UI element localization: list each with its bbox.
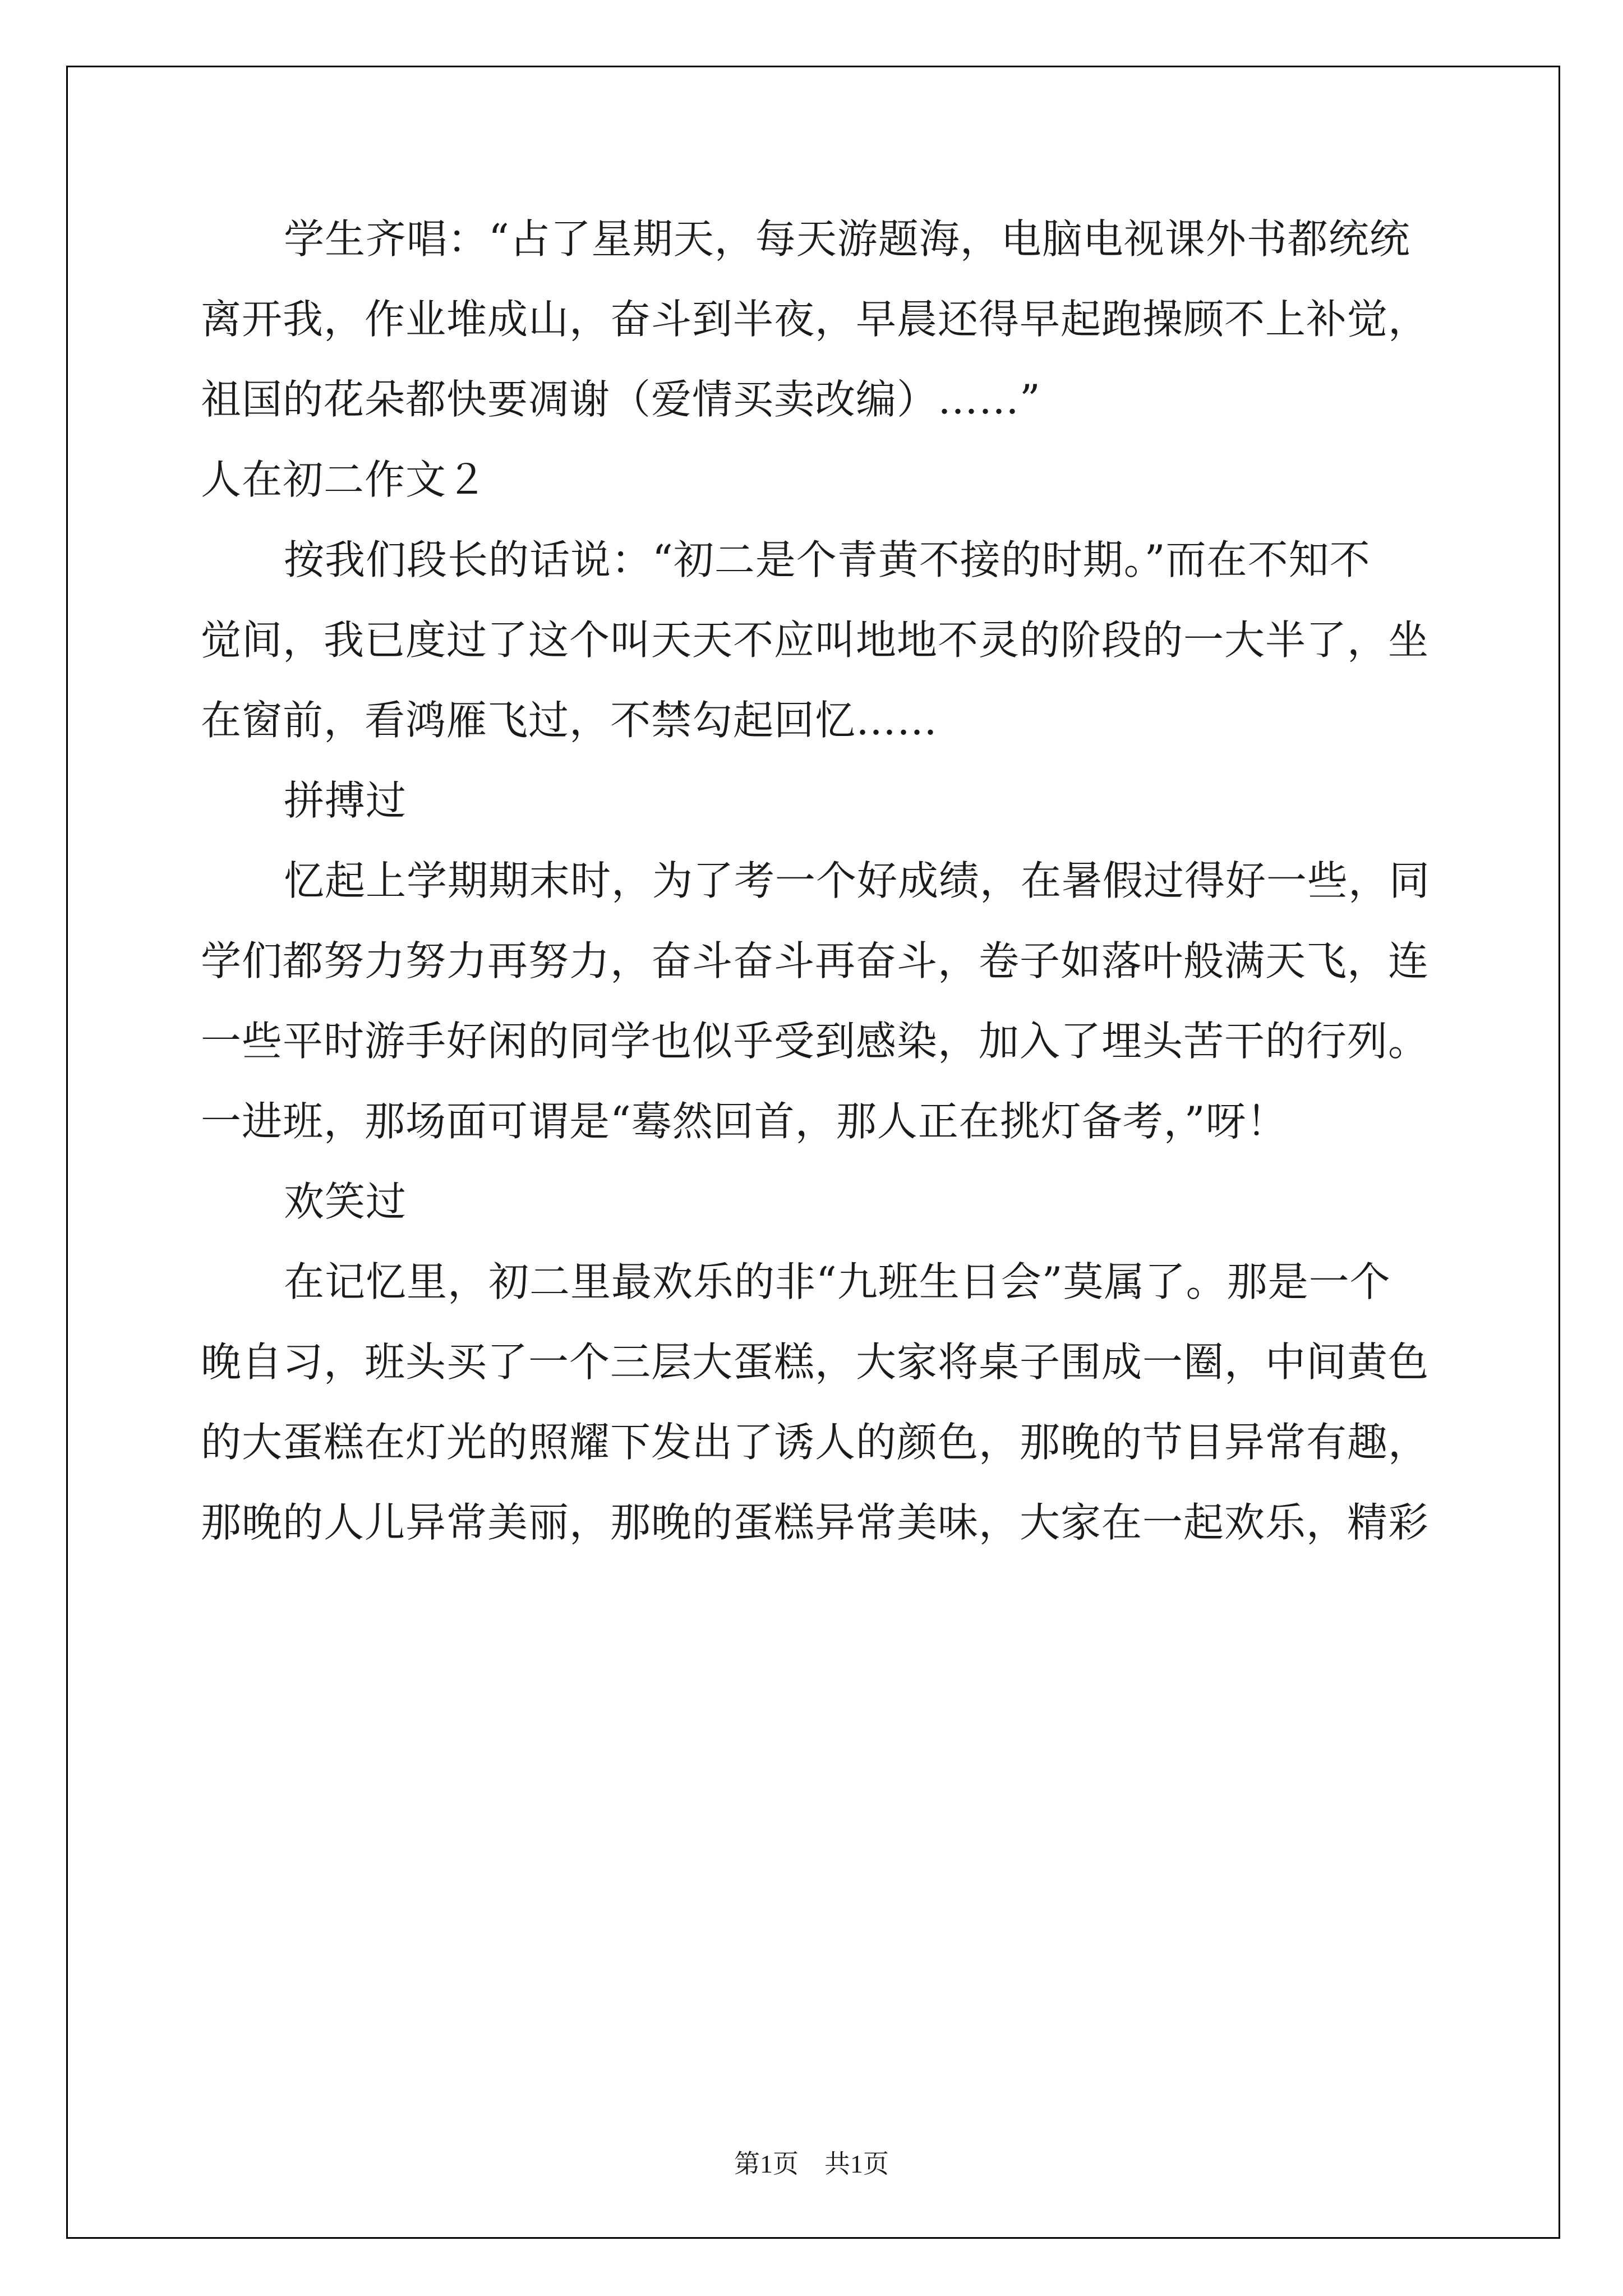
text-line: 一进班，那场面可谓是“蓦然回首，那人正在挑灯备考，”呀！: [201, 1098, 1288, 1145]
text-line: 晚自习，班头买了一个三层大蛋糕，大家将桌子围成一圈，中间黄色: [201, 1338, 1430, 1386]
subheading: 拼搏过: [284, 777, 407, 824]
text-line: 学们都努力努力再努力，奋斗奋斗再奋斗，卷子如落叶般满天飞，连: [201, 937, 1430, 984]
text-line: 的大蛋糕在灯光的照耀下发出了诱人的颜色，那晚的节目异常有趣，: [201, 1419, 1430, 1466]
text-line: 在记忆里，初二里最欢乐的非“九班生日会”莫属了。那是一个: [284, 1258, 1391, 1305]
text-line: 学生齐唱：“占了星期天，每天游题海，电脑电视课外书都统统: [284, 215, 1410, 263]
page-footer: 第1页 共1页: [734, 2150, 889, 2178]
text-line: 觉间，我已度过了这个叫天天不应叫地地不灵的阶段的一大半了，坐: [201, 616, 1430, 664]
text-line: 忆起上学期期末时，为了考一个好成绩，在暑假过得好一些，同: [284, 857, 1431, 904]
text-line: 祖国的花朵都快要凋谢（爱情买卖改编）……”: [201, 376, 1041, 423]
text-line: 离开我，作业堆成山，奋斗到半夜，早晨还得早起跑操顾不上补觉，: [201, 296, 1430, 343]
section-title: 人在初二作文２: [201, 456, 488, 503]
text-line: 一些平时游手好闲的同学也似乎受到感染，加入了埋头苦干的行列。: [201, 1018, 1430, 1065]
subheading: 欢笑过: [284, 1178, 407, 1225]
text-line: 在窗前，看鸿雁飞过，不禁勾起回忆……: [201, 697, 938, 744]
text-line: 按我们段长的话说：“初二是个青黄不接的时期。”而在不知不: [284, 536, 1371, 583]
text-line: 那晚的人儿异常美丽，那晚的蛋糕异常美味，大家在一起欢乐，精彩: [201, 1499, 1430, 1546]
